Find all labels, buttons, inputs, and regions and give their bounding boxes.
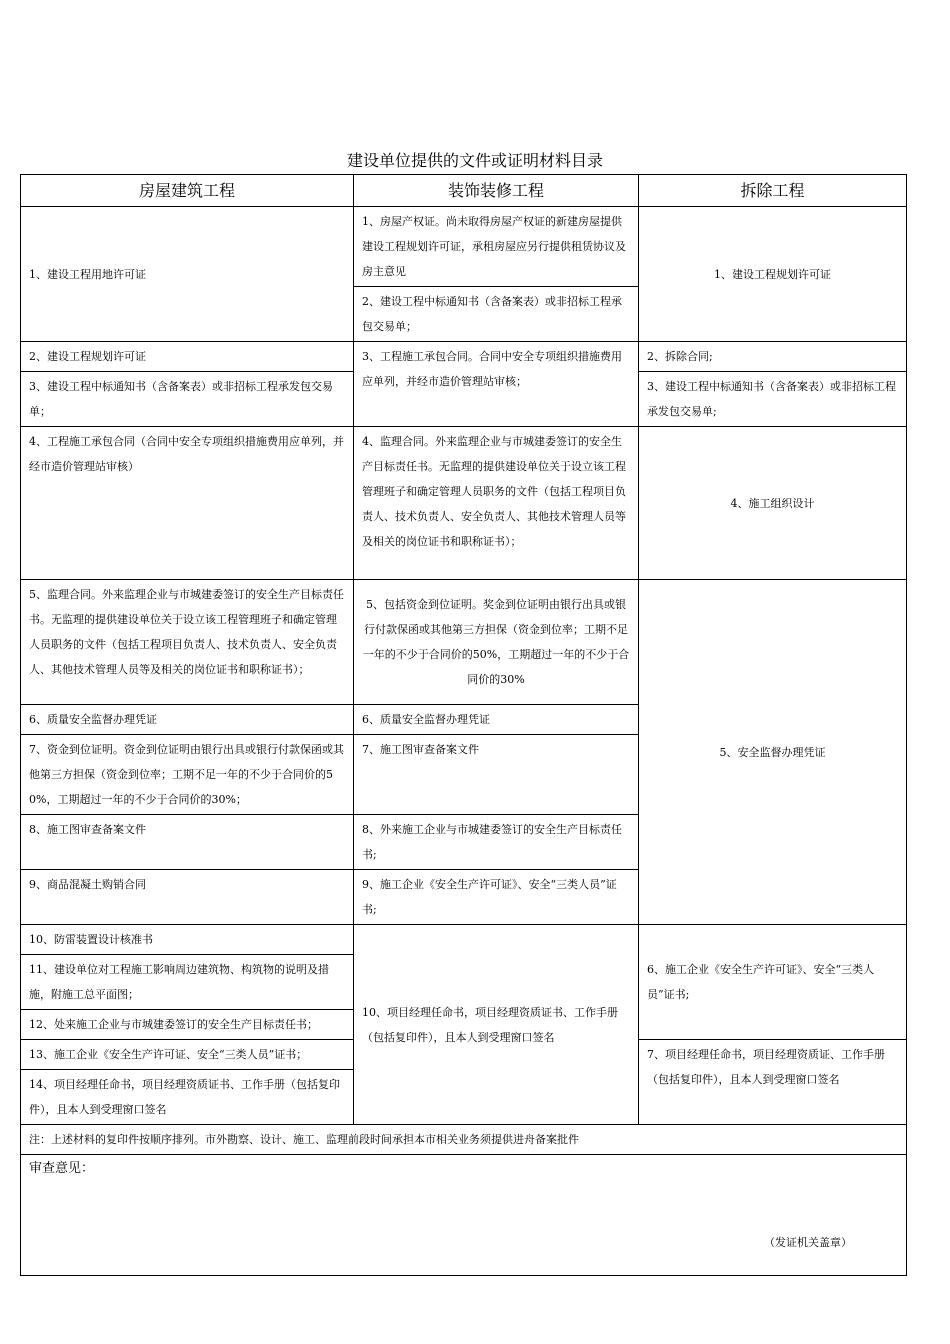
decoration-item-5: 5、包括资金到位证明。奖金到位证明由银行出具或银行付款保函或其他第三方担保（资金到位率；工期不足一年的不少于合同价的50%，工期超过一年的不少于合同价的30% (354, 580, 639, 705)
decoration-item-4: 4、监理合同。外来监理企业与市城建委签订的安全生产目标责任书。无监理的提供建设单位关于设立该工程管理班子和确定管理人员职务的文件（包括工程项目负责人、技术负责人、安全负责人、其他技术管理人员等及相关的岗位证书和职称证书）； (354, 427, 639, 580)
document-title: 建设单位提供的文件或证明材料目录 (346, 151, 603, 170)
building-item-1: 1、建设工程用地许可证 (21, 207, 354, 342)
review-label: 审查意见： (29, 1161, 95, 1176)
decoration-item-3: 3、工程施工承包合同。合同中安全专项组织措施费用应单列，并经市造价管理站审核； (354, 342, 639, 427)
decoration-item-7: 7、施工图审查备案文件 (354, 735, 639, 815)
demolition-item-3: 3、建设工程中标通知书（含备案表）或非招标工程承发包交易单; (639, 372, 907, 427)
decoration-item-10: 10、项目经理任命书，项目经理资质证书、工作手册（包括复印件），且本人到受理窗口签名 (354, 925, 639, 1125)
header-building: 房屋建筑工程 (21, 175, 354, 207)
building-item-11: 11、建设单位对工程施工影响周边建筑物、构筑物的说明及措施，附施工总平面图； (21, 955, 354, 1010)
building-item-2: 2、建设工程规划许可证 (21, 342, 354, 372)
decoration-item-6: 6、质量安全监督办理凭证 (354, 705, 639, 735)
building-item-5: 5、监理合同。外来监理企业与市城建委签订的安全生产目标责任书。无监理的提供建设单位关于设立该工程管理班子和确定管理人员职务的文件（包括工程项目负责人、技术负责人、安全负责人、其他技术管理人员等及相关的岗位证书和职称证书）； (21, 580, 354, 705)
decoration-item-1: 1、房屋产权证。尚未取得房屋产权证的新建房屋提供建设工程规划许可证，承租房屋应另行提供租赁协议及房主意见 (354, 207, 639, 287)
decoration-item-8: 8、外来施工企业与市城建委签订的安全生产目标责任书; (354, 815, 639, 870)
building-item-7: 7、资金到位证明。资金到位证明由银行出具或银行付款保函或其他第三方担保（资金到位率；工期不足一年的不少于合同价的50%，工期超过一年的不少于合同价的30%； (21, 735, 354, 815)
building-item-13: 13、施工企业《安全生产许可证、安全“三类人员”证书； (21, 1040, 354, 1070)
demolition-item-5: 5、安全监督办理凭证 (639, 580, 907, 925)
building-item-14: 14、项目经理任命书，项目经理资质证书、工作手册（包括复印件），且本人到受理窗口签名 (21, 1070, 354, 1125)
demolition-item-6: 6、施工企业《安全生产许可证》、安全“三类人员”证书; (639, 925, 907, 1040)
building-item-6: 6、质量安全监督办理凭证 (21, 705, 354, 735)
demolition-item-1: 1、建设工程规划许可证 (639, 207, 907, 342)
decoration-item-9: 9、施工企业《安全生产许可证》、安全“三类人员”证书; (354, 870, 639, 925)
building-item-9: 9、商品混凝土购销合同 (21, 870, 354, 925)
demolition-item-2: 2、拆除合同; (639, 342, 907, 372)
building-item-10: 10、防雷装置设计核准书 (21, 925, 354, 955)
materials-table (20, 174, 907, 1276)
demolition-item-4: 4、施工组织设计 (639, 427, 907, 580)
building-item-8: 8、施工图审查备案文件 (21, 815, 354, 870)
building-item-12: 12、处来施工企业与市城建委签订的安全生产目标责任书； (21, 1010, 354, 1040)
header-decoration: 装饰装修工程 (354, 175, 639, 207)
header-row (21, 175, 907, 207)
header-demolition: 拆除工程 (639, 175, 907, 207)
demolition-item-7: 7、项目经理任命书，项目经理资质证、工作手册（包括复印件），且本人到受理窗口签名 (639, 1040, 907, 1125)
review-box (21, 1155, 907, 1276)
building-item-3: 3、建设工程中标通知书（含备案表）或非招标工程承发包交易单； (21, 372, 354, 427)
decoration-item-2: 2、建设工程中标通知书（含备案表）或非招标工程承包交易单； (354, 287, 639, 342)
building-item-4: 4、工程施工承包合同（合同中安全专项组织措施费用应单列，并经市造价管理站审核） (21, 427, 354, 580)
issuing-authority-seal: （发证机关盖章） (764, 1236, 852, 1249)
note-row: 注：上述材料的复印件按顺序排列。市外勘察、设计、施工、监理前段时间承担本市相关业务须提供进舟备案批件 (21, 1125, 907, 1155)
